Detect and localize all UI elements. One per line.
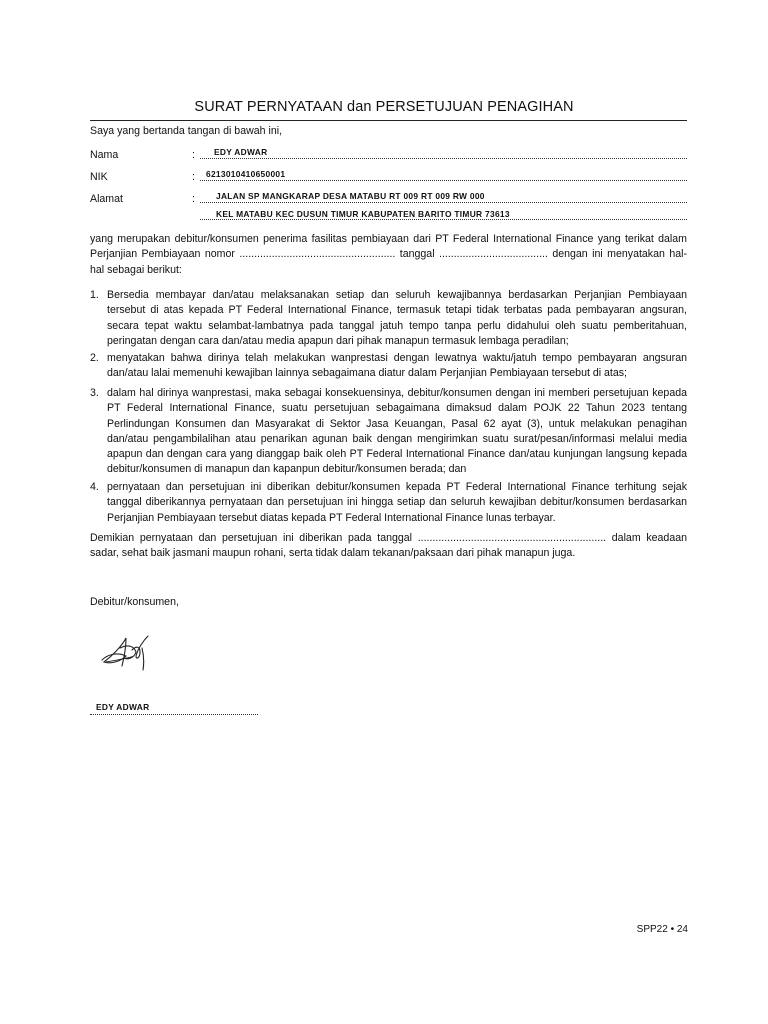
signature-label: Debitur/konsumen,: [90, 596, 179, 608]
list-item-text: dalam hal dirinya wanprestasi, maka sebagai konsekuensinya, debitur/konsumen dengan ini memberi persetujuan kepada PT Federal International Finance, suatu persetujuan sebagaimana dimaksud dalam POJK 22 Tahun 2023 tentang Perlindungan Konsumen dan Masyarakat di Sektor Jasa Keuangan, Pasal 62 ayat (3), untuk melakukan penagihan dan/atau pengambilalihan atau penarikan agunan baik dengan mengirimkan suatu surat/pesan/informasi melalui media apapun dan dengan cara yang dianggap baik oleh PT Federal International Finance dan/atau kunjungan langsung kepada debitur/konsumen di manapun dan kapanpun debitur/konsumen berada; dan: [107, 387, 687, 476]
alamat-value-line1: JALAN SP MANGKARAP DESA MATABU RT 009 RT 009 RW 000: [216, 191, 485, 201]
list-item-number: 3.: [90, 387, 99, 399]
list-item-number: 2.: [90, 352, 99, 364]
list-item-number: 1.: [90, 289, 99, 301]
list-item: [90, 480, 687, 526]
list-item: [90, 386, 687, 478]
alamat-dotted-line-2: [200, 219, 687, 220]
title-text: SURAT PERNYATAAN dan PERSETUJUAN PENAGIHAN: [194, 99, 574, 115]
list-item-text: menyatakan bahwa dirinya telah melakukan wanprestasi dengan lewatnya waktu/jatuh tempo pembayaran angsuran dan/atau lalai memenuhi kewajiban lainnya sebagaimana diatur dalam Perjanjian Pembiayaan tersebut di atas;: [107, 352, 687, 380]
nama-dotted-line: [200, 158, 687, 159]
footer-code: SPP22 • 24: [636, 924, 688, 935]
list-item: [90, 288, 687, 348]
alamat-value-line2: KEL MATABU KEC DUSUN TIMUR KABUPATEN BARITO TIMUR 73613: [216, 209, 510, 219]
signature-name: EDY ADWAR: [96, 702, 150, 712]
document-title: [0, 99, 768, 115]
nik-label: NIK: [90, 171, 108, 183]
list-item-text: pernyataan dan persetujuan ini diberikan debitur/konsumen kepada PT Federal International Finance terhitung sejak tanggal diberikannya pernyataan dan persetujuan ini hingga setiap dan seluruh kewajiban debitur/konsumen berdasarkan Perjanjian Pembiayaan tersebut diatas kepada PT Federal International Finance lunas terbayar.: [107, 481, 687, 524]
nik-value: 6213010410650001: [206, 169, 286, 179]
nik-colon: :: [192, 171, 195, 183]
closing-paragraph: Demikian pernyataan dan persetujuan ini diberikan pada tanggal ................................................................ dalam keadaan sadar, sehat baik jasmani maupun rohani, serta tidak dalam tekanan/paksaan dari pihak manapun juga.: [90, 532, 687, 560]
alamat-colon: :: [192, 193, 195, 205]
title-underline: [90, 120, 687, 121]
signature-dotted-line: [90, 714, 258, 715]
statement-paragraph: yang merupakan debitur/konsumen penerima fasilitas pembiayaan dari PT Federal International Finance yang terikat dalam Perjanjian Pembiayaan nomor ..................................................... tanggal ..................................... dengan ini menyatakan hal-hal sebagai berikut:: [90, 233, 687, 276]
nama-label: Nama: [90, 149, 119, 161]
handwritten-signature: [96, 626, 158, 679]
intro-text: Saya yang bertanda tangan di bawah ini,: [90, 125, 283, 137]
list-item-number: 4.: [90, 481, 99, 493]
list-item: [90, 351, 687, 382]
list-item-text: Bersedia membayar dan/atau melaksanakan setiap dan seluruh kewajibannya berdasarkan Perjanjian Pembiayaan tersebut di atas kepada PT Federal International Finance, termasuk tetapi tidak terbatas pada pembayaran angsuran, secara tepat waktu selambat-lambatnya pada tanggal jatuh tempo tanpa perlu didahului oleh suatu pemberitahuan, peringatan dengan cara dan/atau media apapun dari pihak manapun termasuk lembaga peradilan;: [107, 289, 687, 347]
alamat-dotted-line-1: [200, 202, 687, 203]
nik-dotted-line: [200, 180, 687, 181]
nama-value: EDY ADWAR: [214, 147, 268, 157]
alamat-label: Alamat: [90, 193, 123, 205]
nama-colon: :: [192, 149, 195, 161]
